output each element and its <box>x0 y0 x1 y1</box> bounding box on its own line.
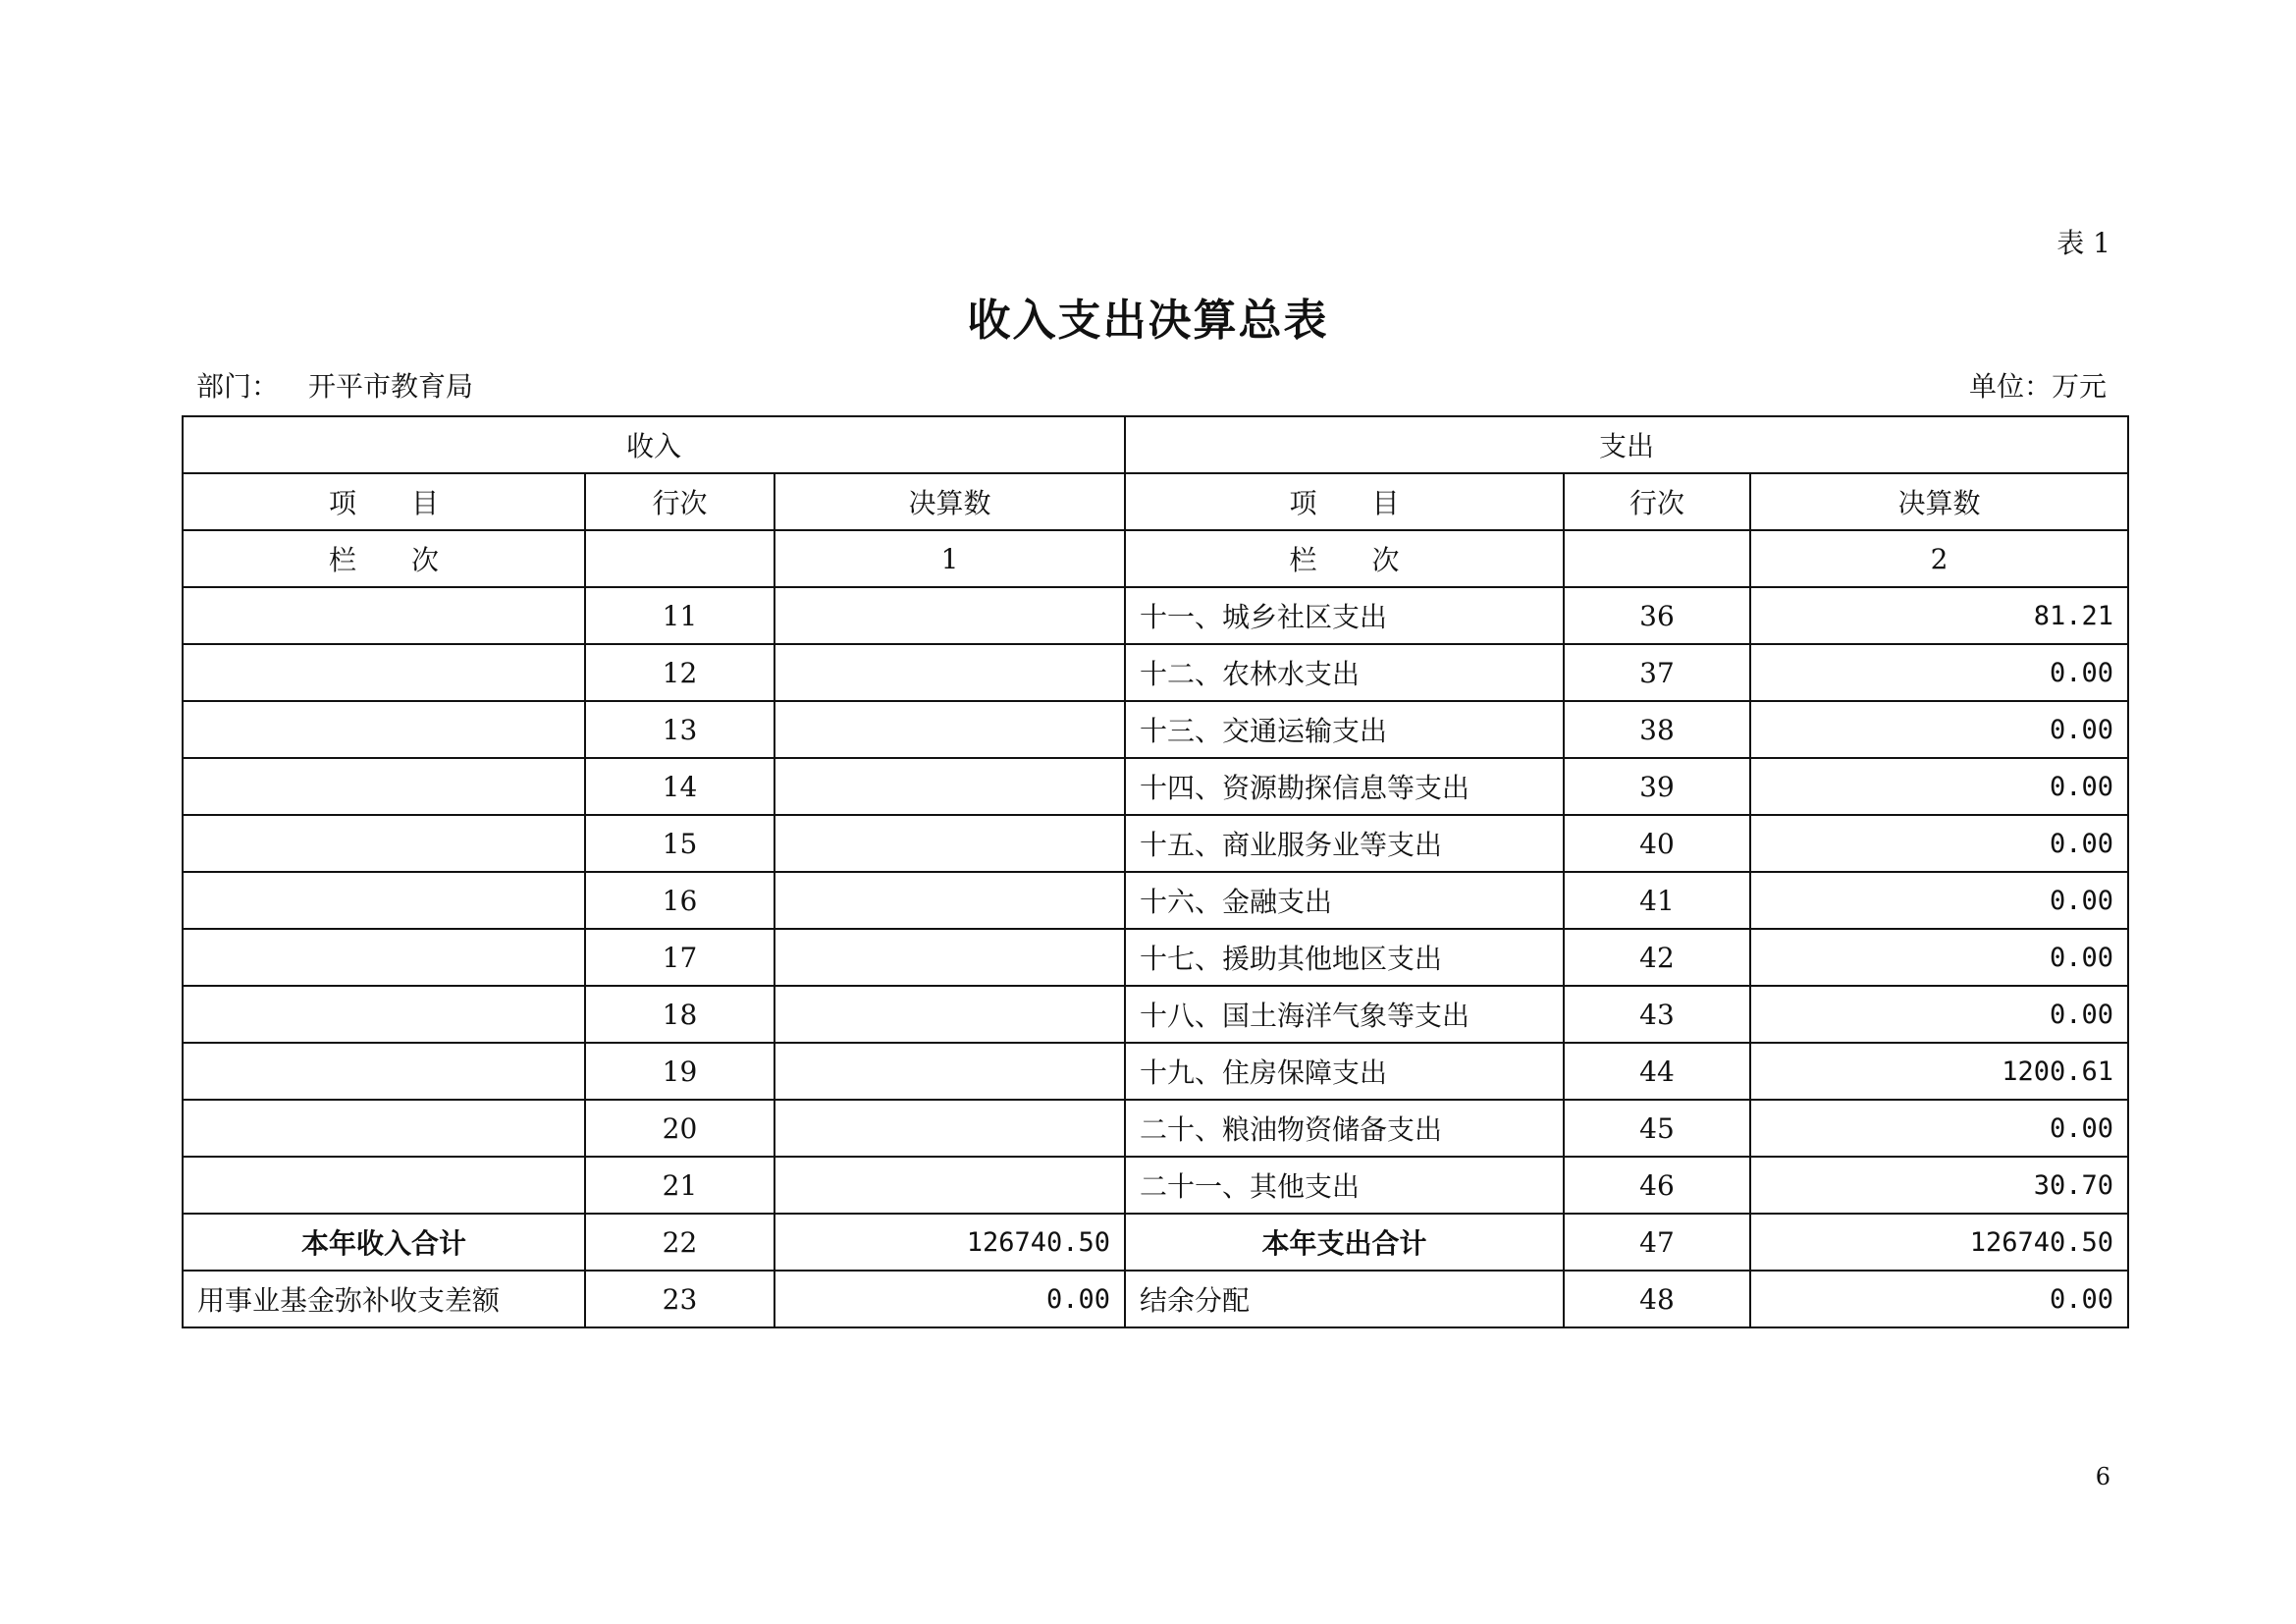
expense-amount-cell: 0.00 <box>1750 815 2128 872</box>
expense-line-cell: 47 <box>1564 1214 1750 1271</box>
income-line-cell: 14 <box>585 758 774 815</box>
income-line-cell: 23 <box>585 1271 774 1327</box>
income-line-cell: 13 <box>585 701 774 758</box>
expense-amount-header: 决算数 <box>1750 473 2128 530</box>
table-row <box>183 644 2128 701</box>
expense-line-cell: 48 <box>1564 1271 1750 1327</box>
expense-item-cell: 十四、资源勘探信息等支出 <box>1125 758 1564 815</box>
table-row <box>183 986 2128 1043</box>
income-amount-cell <box>774 1043 1125 1100</box>
income-amount-cell <box>774 1100 1125 1157</box>
income-item-cell <box>183 758 585 815</box>
table-row <box>183 1100 2128 1157</box>
income-amount-cell <box>774 587 1125 644</box>
department-value: 开平市教育局 <box>308 370 474 403</box>
table-row <box>183 1157 2128 1214</box>
expense-amount-cell: 0.00 <box>1750 929 2128 986</box>
income-line-header: 行次 <box>585 473 774 530</box>
expense-line-cell: 39 <box>1564 758 1750 815</box>
income-amount-cell <box>774 644 1125 701</box>
expense-line-cell: 46 <box>1564 1157 1750 1214</box>
expense-item-cell: 十八、国土海洋气象等支出 <box>1125 986 1564 1043</box>
income-item-cell <box>183 644 585 701</box>
income-item-cell <box>183 815 585 872</box>
income-amount-cell <box>774 815 1125 872</box>
department-line <box>196 365 473 405</box>
expense-line-cell: 41 <box>1564 872 1750 929</box>
expense-amount-cell: 0.00 <box>1750 872 2128 929</box>
income-line-cell: 11 <box>585 587 774 644</box>
income-line-cell: 22 <box>585 1214 774 1271</box>
income-expense-table <box>182 415 2129 1328</box>
expense-line-cell: 42 <box>1564 929 1750 986</box>
expense-item-cell: 结余分配 <box>1125 1271 1564 1327</box>
department-label: 部门： <box>196 370 280 403</box>
expense-amount-cell: 30.70 <box>1750 1157 2128 1214</box>
expense-item-cell: 二十一、其他支出 <box>1125 1157 1564 1214</box>
expense-amount-cell: 126740.50 <box>1750 1214 2128 1271</box>
section-header-row <box>183 416 2128 473</box>
income-item-header: 项 目 <box>183 473 585 530</box>
income-item-cell <box>183 929 585 986</box>
column-index-row <box>183 530 2128 587</box>
income-amount-cell <box>774 701 1125 758</box>
income-line-cell: 19 <box>585 1043 774 1100</box>
column-header-row <box>183 473 2128 530</box>
table-row <box>183 815 2128 872</box>
income-line-cell: 15 <box>585 815 774 872</box>
expense-item-cell: 十六、金融支出 <box>1125 872 1564 929</box>
expense-line-cell: 40 <box>1564 815 1750 872</box>
expense-line-cell: 36 <box>1564 587 1750 644</box>
table-row <box>183 701 2128 758</box>
income-amount-cell <box>774 1157 1125 1214</box>
income-amount-cell <box>774 929 1125 986</box>
expense-amount-cell: 0.00 <box>1750 758 2128 815</box>
expense-item-cell: 十三、交通运输支出 <box>1125 701 1564 758</box>
income-item-cell: 用事业基金弥补收支差额 <box>183 1271 585 1327</box>
expense-item-cell: 十二、农林水支出 <box>1125 644 1564 701</box>
income-amount-cell <box>774 872 1125 929</box>
expense-item-cell: 十五、商业服务业等支出 <box>1125 815 1564 872</box>
income-index-value: 1 <box>774 530 1125 587</box>
income-item-cell <box>183 986 585 1043</box>
expense-line-cell: 44 <box>1564 1043 1750 1100</box>
unit-label: 单位：万元 <box>1968 370 2107 403</box>
income-amount-cell: 0.00 <box>774 1271 1125 1327</box>
expense-index-blank <box>1564 530 1750 587</box>
table-number: 表 1 <box>2056 227 2110 259</box>
income-item-cell: 本年收入合计 <box>183 1214 585 1271</box>
expense-item-cell: 十一、城乡社区支出 <box>1125 587 1564 644</box>
income-amount-cell <box>774 758 1125 815</box>
expense-amount-cell: 0.00 <box>1750 644 2128 701</box>
expense-line-cell: 43 <box>1564 986 1750 1043</box>
income-line-cell: 16 <box>585 872 774 929</box>
table-row <box>183 929 2128 986</box>
page-title: 收入支出决算总表 <box>967 296 1329 346</box>
expense-item-cell: 十九、住房保障支出 <box>1125 1043 1564 1100</box>
income-index-label: 栏 次 <box>183 530 585 587</box>
expense-amount-cell: 1200.61 <box>1750 1043 2128 1100</box>
income-item-cell <box>183 701 585 758</box>
expense-line-cell: 45 <box>1564 1100 1750 1157</box>
expense-item-cell: 本年支出合计 <box>1125 1214 1564 1271</box>
income-header: 收入 <box>183 416 1125 473</box>
table-row <box>183 1214 2128 1271</box>
table-row <box>183 758 2128 815</box>
expense-line-header: 行次 <box>1564 473 1750 530</box>
income-line-cell: 21 <box>585 1157 774 1214</box>
expense-amount-cell: 0.00 <box>1750 986 2128 1043</box>
income-line-cell: 17 <box>585 929 774 986</box>
income-amount-cell: 126740.50 <box>774 1214 1125 1271</box>
expense-index-label: 栏 次 <box>1125 530 1564 587</box>
page-number: 6 <box>2095 1463 2110 1490</box>
expense-item-cell: 十七、援助其他地区支出 <box>1125 929 1564 986</box>
income-item-cell <box>183 587 585 644</box>
income-line-cell: 20 <box>585 1100 774 1157</box>
table-row <box>183 1043 2128 1100</box>
expense-item-cell: 二十、粮油物资储备支出 <box>1125 1100 1564 1157</box>
income-amount-header: 决算数 <box>774 473 1125 530</box>
table-row <box>183 1271 2128 1327</box>
income-item-cell <box>183 1157 585 1214</box>
expense-item-header: 项 目 <box>1125 473 1564 530</box>
expense-line-cell: 38 <box>1564 701 1750 758</box>
income-item-cell <box>183 1100 585 1157</box>
income-item-cell <box>183 872 585 929</box>
expense-amount-cell: 0.00 <box>1750 701 2128 758</box>
table-row <box>183 872 2128 929</box>
expense-index-value: 2 <box>1750 530 2128 587</box>
table-row <box>183 587 2128 644</box>
income-line-cell: 12 <box>585 644 774 701</box>
expense-amount-cell: 81.21 <box>1750 587 2128 644</box>
expense-amount-cell: 0.00 <box>1750 1271 2128 1327</box>
expense-amount-cell: 0.00 <box>1750 1100 2128 1157</box>
income-amount-cell <box>774 986 1125 1043</box>
expense-header: 支出 <box>1125 416 2128 473</box>
income-index-blank <box>585 530 774 587</box>
expense-line-cell: 37 <box>1564 644 1750 701</box>
income-line-cell: 18 <box>585 986 774 1043</box>
income-item-cell <box>183 1043 585 1100</box>
